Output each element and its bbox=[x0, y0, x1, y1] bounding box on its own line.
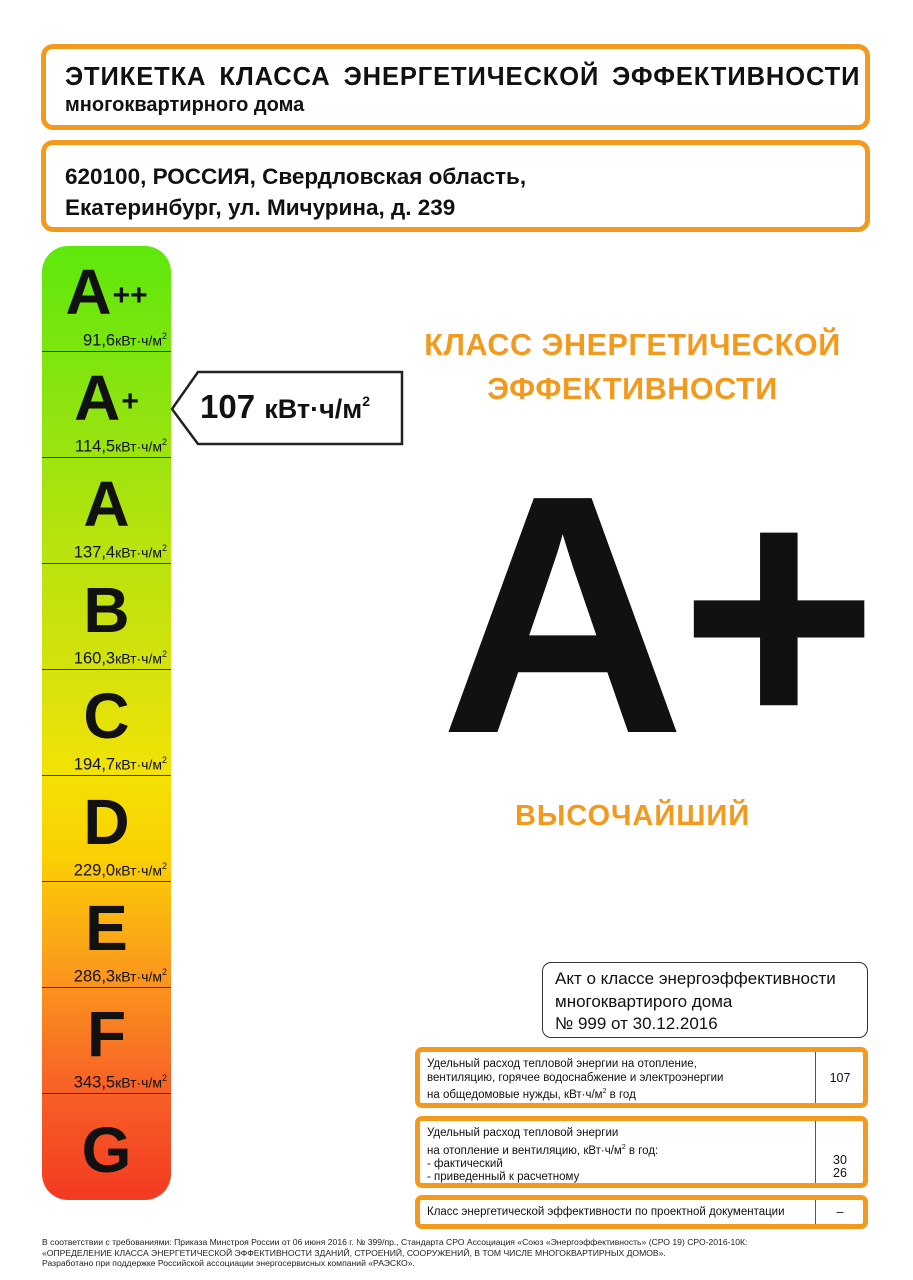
consumption-total-label bbox=[427, 1058, 723, 1102]
row-divider bbox=[815, 1121, 816, 1183]
consumption-total-value: 107 bbox=[829, 1071, 851, 1085]
class-threshold-unit-sup: 2 bbox=[161, 648, 167, 659]
class-threshold-unit: кВт·ч/м bbox=[115, 438, 162, 454]
class-threshold bbox=[74, 1073, 167, 1093]
design-class-value: – bbox=[836, 1205, 844, 1219]
class-threshold-unit-sup: 2 bbox=[161, 1072, 167, 1083]
consumption-row-total bbox=[415, 1047, 868, 1108]
class-letter-main: D bbox=[83, 786, 130, 858]
class-threshold-unit-sup: 2 bbox=[161, 542, 167, 553]
class-letter bbox=[42, 256, 171, 328]
consumption-row-heating bbox=[415, 1116, 868, 1188]
class-threshold-unit: кВт·ч/м bbox=[115, 332, 162, 348]
consumption-heating-label-line-2 bbox=[427, 1141, 658, 1158]
consumption-heating-unit: на отопление и вентиляцию, кВт·ч/м bbox=[427, 1144, 622, 1157]
consumption-actual-label: - фактический bbox=[427, 1157, 503, 1170]
class-threshold-unit: кВт·ч/м bbox=[115, 650, 162, 666]
class-threshold bbox=[74, 861, 167, 881]
row-divider bbox=[815, 1052, 816, 1103]
footer-note bbox=[42, 1237, 747, 1269]
class-segment bbox=[42, 246, 171, 352]
class-letter-main: E bbox=[85, 892, 128, 964]
class-threshold-value: 286,3 bbox=[73, 967, 116, 985]
class-heading-line-1: КЛАСС ЭНЕРГЕТИЧЕСКОЙ bbox=[424, 328, 841, 362]
class-letter bbox=[42, 680, 171, 752]
class-threshold-unit-sup: 2 bbox=[161, 436, 167, 447]
act-number: № 999 от 30.12.2016 bbox=[555, 1014, 718, 1033]
consumption-heating-unit-sup: 2 bbox=[621, 1143, 626, 1151]
class-threshold bbox=[74, 543, 167, 563]
class-letter bbox=[42, 574, 171, 646]
consumption-total-label-line-3 bbox=[427, 1085, 723, 1102]
class-description: ВЫСОЧАЙШИЙ bbox=[514, 800, 751, 832]
consumption-total-label-line-2: вентиляцию, горячее водоснабжение и электроэнергии bbox=[427, 1071, 724, 1084]
consumption-heating-label-line-1: Удельный расход тепловой энергии bbox=[427, 1127, 619, 1139]
class-letter bbox=[42, 892, 171, 964]
class-segment bbox=[42, 776, 171, 882]
class-letter-suffix: ++ bbox=[112, 279, 148, 312]
class-segment bbox=[42, 988, 171, 1094]
label-title-box bbox=[41, 44, 870, 130]
class-letter-main: A bbox=[74, 362, 121, 434]
class-threshold-unit: кВт·ч/м bbox=[115, 544, 162, 560]
class-letter-main: G bbox=[81, 1114, 132, 1186]
consumption-reduced-label: - приведенный к расчетному bbox=[427, 1171, 580, 1184]
consumption-heating-period: в год: bbox=[625, 1144, 659, 1157]
energy-class-scale bbox=[42, 246, 171, 1200]
act-line-1: Акт о классе энергоэффективности bbox=[555, 969, 836, 988]
class-threshold-unit: кВт·ч/м bbox=[115, 862, 162, 878]
class-letter-main: B bbox=[83, 574, 130, 646]
class-threshold-unit-sup: 2 bbox=[161, 330, 167, 341]
consumption-total-unit: на общедомовые нужды, кВт·ч/м bbox=[427, 1088, 603, 1101]
class-threshold bbox=[83, 331, 167, 351]
consumption-total-unit-sup: 2 bbox=[602, 1088, 607, 1095]
class-heading bbox=[400, 323, 865, 411]
class-threshold-value: 343,5 bbox=[73, 1073, 116, 1091]
class-letter-suffix: + bbox=[121, 385, 139, 418]
act-info-box bbox=[542, 962, 868, 1038]
class-segment bbox=[42, 882, 171, 988]
class-letter bbox=[42, 786, 171, 858]
label-subtitle: многоквартирного дома bbox=[65, 94, 305, 116]
class-threshold-value: 114,5 bbox=[75, 437, 116, 455]
class-letter-main: F bbox=[86, 998, 127, 1070]
label-title: ЭТИКЕТКА КЛАССА ЭНЕРГЕТИЧЕСКОЙ ЭФФЕКТИВНОСТИ bbox=[65, 63, 861, 91]
class-letter bbox=[42, 998, 171, 1070]
class-letter-main: C bbox=[83, 680, 130, 752]
class-threshold-unit-sup: 2 bbox=[161, 860, 167, 871]
consumption-total-period: в год bbox=[606, 1088, 636, 1101]
class-letter-main: A bbox=[83, 468, 130, 540]
class-threshold-unit-sup: 2 bbox=[161, 966, 167, 977]
address-line-2: Екатеринбург, ул. Мичурина, д. 239 bbox=[65, 195, 456, 220]
address-box bbox=[41, 140, 870, 232]
footer-line-2: «ОПРЕДЕЛЕНИЕ КЛАССА ЭНЕРГЕТИЧЕСКОЙ ЭФФЕКТИВНОСТИ ЗДАНИЙ, СТРОЕНИЙ, СООРУЖЕНИЙ, В ТОМ ЧИСЛЕ МНОГОКВАРТИРНЫХ ДОМОВ». bbox=[42, 1247, 666, 1258]
current-value-unit: кВт·ч/м bbox=[264, 394, 363, 424]
class-threshold-unit-sup: 2 bbox=[161, 754, 167, 765]
class-threshold-unit: кВт·ч/м bbox=[115, 968, 162, 984]
class-threshold bbox=[74, 649, 167, 669]
class-segment bbox=[42, 458, 171, 564]
class-letter bbox=[42, 468, 171, 540]
consumption-heating-label bbox=[427, 1127, 658, 1185]
design-class-row bbox=[415, 1195, 868, 1229]
consumption-actual-value: 30 bbox=[833, 1153, 847, 1167]
class-segment bbox=[42, 564, 171, 670]
class-threshold-unit: кВт·ч/м bbox=[115, 1074, 162, 1090]
current-value-label bbox=[200, 388, 370, 426]
class-threshold-value: 137,4 bbox=[73, 543, 116, 561]
class-threshold bbox=[74, 755, 167, 775]
class-segment bbox=[42, 352, 171, 458]
class-threshold bbox=[75, 437, 167, 457]
row-divider bbox=[815, 1200, 816, 1224]
class-threshold bbox=[74, 967, 167, 987]
class-threshold-value: 160,3 bbox=[73, 649, 116, 667]
current-value-unit-sup: 2 bbox=[362, 393, 371, 409]
class-letter bbox=[42, 1114, 171, 1186]
class-threshold-value: 91,6 bbox=[82, 331, 116, 349]
act-line-2: многоквартирого дома bbox=[555, 991, 733, 1011]
class-letter bbox=[42, 362, 171, 434]
consumption-reduced-value: 26 bbox=[833, 1166, 847, 1180]
consumption-total-label-line-1: Удельный расход тепловой энергии на отопление, bbox=[427, 1058, 697, 1070]
class-threshold-value: 194,7 bbox=[73, 755, 116, 773]
class-heading-line-2: ЭФФЕКТИВНОСТИ bbox=[487, 372, 778, 406]
energy-class-value: A+ bbox=[440, 425, 873, 805]
class-letter-main: A bbox=[65, 256, 112, 328]
footer-line-1: В соответствии с требованиями: Приказа Минстроя России от 06 июня 2016 г. № 399/пр., Стандарта СРО Ассоциация «Союз «Энергоэффективность» (СРО 19) СРО-2016-10К: bbox=[42, 1237, 748, 1247]
design-class-label: Класс энергетической эффективности по проектной документации bbox=[427, 1206, 785, 1218]
class-threshold-unit: кВт·ч/м bbox=[115, 756, 162, 772]
footer-line-3: Разработано при поддержке Российской ассоциации энергосервисных компаний «РАЭСКО». bbox=[42, 1258, 415, 1268]
class-segment bbox=[42, 670, 171, 776]
class-segment bbox=[42, 1094, 171, 1200]
current-value-number: 107 bbox=[200, 388, 256, 425]
address-line-1: 620100, РОССИЯ, Свердловская область, bbox=[65, 164, 527, 189]
class-threshold-value: 229,0 bbox=[73, 861, 116, 879]
